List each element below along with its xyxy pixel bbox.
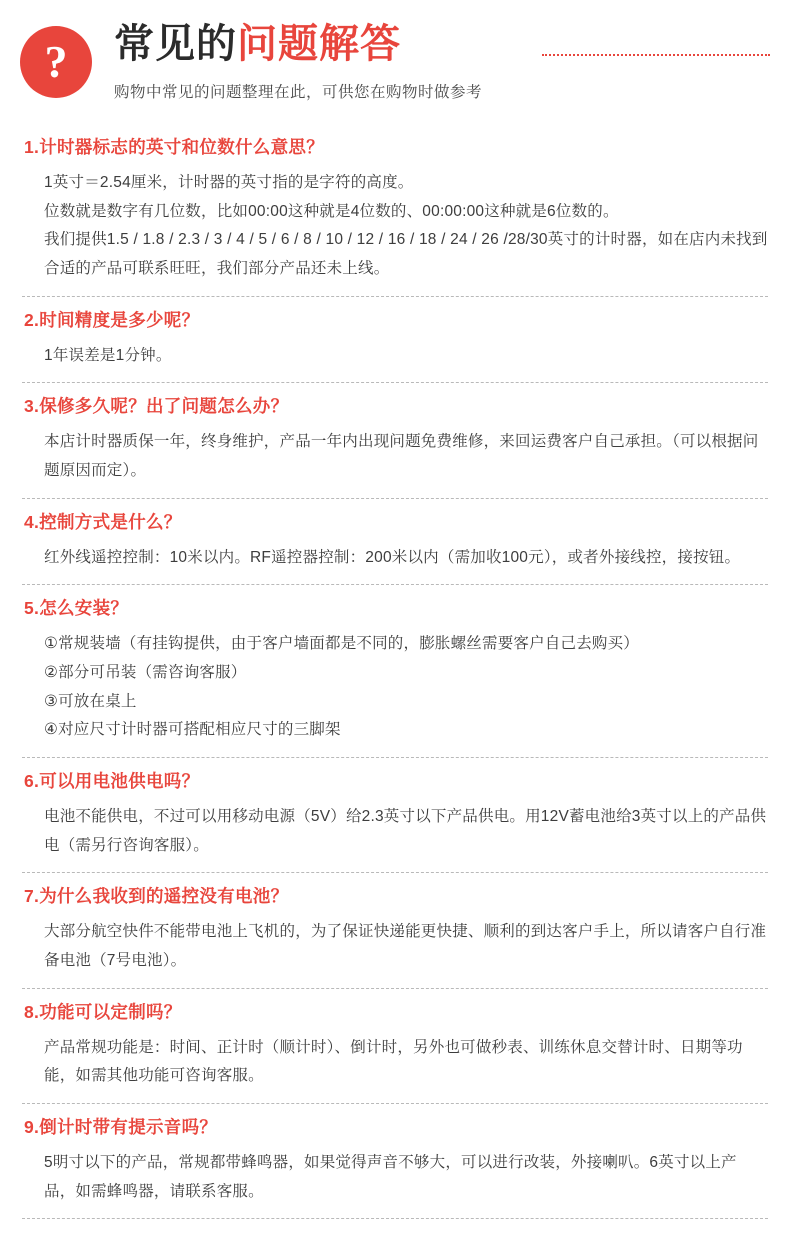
page-subtitle: 购物中常见的问题整理在此，可供您在购物时做参考: [114, 84, 483, 101]
question-mark-icon: ?: [20, 26, 92, 98]
faq-question: 5.怎么安装？: [24, 598, 129, 619]
header-text-block: [114, 22, 770, 102]
faq-question: 9.倒计时带有提示音吗？: [24, 1117, 218, 1138]
faq-item: [22, 989, 768, 1104]
faq-answer: [44, 630, 768, 745]
page-header: [0, 0, 790, 112]
faq-answer: [44, 918, 768, 975]
faq-answer-line: 1英寸＝2.54厘米，计时器的英寸指的是字符的高度。: [44, 174, 414, 191]
faq-question: 4.控制方式是什么？: [24, 511, 182, 532]
faq-answer-line: 本店计时器质保一年，终身维护，产品一年内出现问题免费维修，来回运费客户自己承担。（可以根据问题原因而定）。: [44, 433, 759, 480]
faq-answer: [44, 169, 768, 284]
faq-answer: [44, 803, 768, 860]
faq-answer-line: ②部分可吊装（需咨询客服）: [44, 664, 247, 682]
dotted-divider: [542, 54, 770, 56]
faq-item: [22, 585, 768, 758]
faq-answer-line: 位数就是数字有几位数，比如00:00这种就是4位数的、00:00:00这种就是6位数的。: [44, 202, 619, 220]
faq-answer-line: ①常规装墙（有挂钩提供，由于客户墙面都是不同的，膨胀螺丝需要客户自己去购买）: [44, 635, 639, 653]
faq-question: 1.计时器标志的英寸和位数什么意思？: [24, 137, 324, 157]
faq-item: [22, 758, 768, 873]
faq-list: [0, 112, 790, 1249]
page-title: [114, 22, 770, 66]
faq-answer: [44, 1034, 768, 1091]
faq-answer-line: 我们提供1.5 / 1.8 / 2.3 / 3 / 4 / 5 / 6 / 8 / 10 / 12 / 16 / 18 / 24 / 26 /28/30英寸的计时器，如在店内未找到合适的产品可联系旺旺，我们部分产品还未上线。: [44, 231, 768, 278]
faq-item: [22, 297, 768, 384]
faq-answer-line: 电池不能供电，不过可以用移动电源（5V）给2.3英寸以下产品供电。用12V蓄电池给3英寸以上的产品供电（需另行咨询客服）。: [44, 808, 767, 854]
faq-answer-line: ④对应尺寸计时器可搭配相应尺寸的三脚架: [44, 721, 341, 739]
faq-question: 6.可以用电池供电吗？: [24, 771, 200, 792]
faq-answer-line: 5明寸以下的产品，常规都带蜂鸣器，如果觉得声音不够大，可以进行改装，外接喇叭。6英寸以上产品，如需蜂鸣器，请联系客服。: [44, 1154, 737, 1200]
faq-answer-line: 大部分航空快件不能带电池上飞机的，为了保证快递能更快捷、顺利的到达客户手上，所以请客户自行准备电池（7号电池）。: [44, 923, 767, 970]
faq-item: [22, 1104, 768, 1219]
faq-question: 3.保修多久呢？出了问题怎么办？: [24, 396, 289, 417]
faq-answer: [44, 544, 768, 573]
faq-question: 7.为什么我收到的遥控没有电池？: [24, 886, 289, 907]
faq-item: [22, 383, 768, 498]
faq-answer-line: ③可放在桌上: [44, 692, 137, 710]
faq-answer: [44, 342, 768, 371]
faq-item: [22, 499, 768, 586]
faq-item: [22, 873, 768, 988]
faq-answer-line: 红外线遥控控制：10米以内。RF遥控器控制：200米以内（需加收100元），或者外接线控，接按钮。: [44, 548, 741, 566]
page-title-part1: 常见的: [114, 22, 237, 66]
faq-answer: [44, 1149, 768, 1206]
faq-answer: [44, 428, 768, 485]
faq-question: 8.功能可以定制吗？: [24, 1001, 182, 1022]
faq-answer-line: 1年误差是1分钟。: [44, 346, 172, 364]
faq-question: 2.时间精度是多少呢？: [24, 309, 200, 330]
faq-answer-line: 产品常规功能是：时间、正计时（顺计时）、倒计时，另外也可做秒表、训练休息交替计时、日期等功能，如需其他功能可咨询客服。: [44, 1038, 743, 1085]
page-title-part2: 问题解答: [237, 22, 401, 66]
faq-item: [22, 130, 768, 297]
